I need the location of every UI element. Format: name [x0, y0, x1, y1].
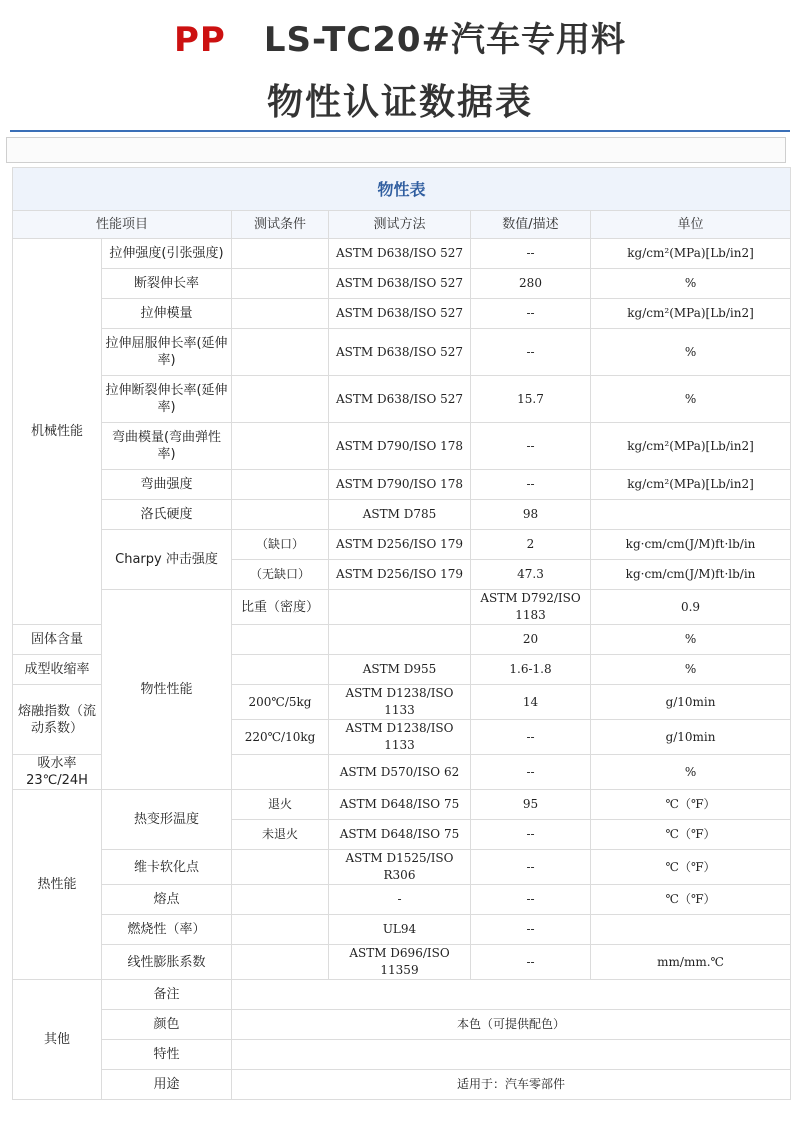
property-value: 47.3 [471, 560, 591, 590]
property-value: 95 [471, 790, 591, 820]
property-name: 拉伸屈服伸长率(延伸率) [102, 329, 232, 376]
test-condition [232, 625, 329, 655]
table-row [13, 239, 791, 269]
property-value: -- [471, 329, 591, 376]
test-method: ASTM D256/ISO 179 [329, 560, 471, 590]
property-name: 燃烧性（率） [102, 915, 232, 945]
table-row [13, 885, 791, 915]
property-name: 拉伸模量 [102, 299, 232, 329]
header-unit: 单位 [591, 211, 791, 239]
property-value: -- [471, 423, 591, 470]
table-row [13, 915, 791, 945]
property-value: 280 [471, 269, 591, 299]
info-bar [6, 137, 786, 163]
test-method: UL94 [329, 915, 471, 945]
property-value: -- [471, 720, 591, 755]
property-value: 20 [471, 625, 591, 655]
property-unit: ℃（℉） [591, 790, 791, 820]
property-value: 1.6-1.8 [471, 655, 591, 685]
document-title [0, 12, 800, 61]
property-name: 维卡软化点 [102, 850, 232, 885]
product-name: LS-TC20#汽车专用料 [263, 20, 627, 60]
test-method [329, 625, 471, 655]
test-method: ASTM D696/ISO 11359 [329, 945, 471, 980]
test-method: ASTM D648/ISO 75 [329, 790, 471, 820]
property-unit: % [591, 376, 791, 423]
test-condition: 200℃/5kg [232, 685, 329, 720]
property-value: 15.7 [471, 376, 591, 423]
test-method: ASTM D790/ISO 178 [329, 423, 471, 470]
test-condition [232, 500, 329, 530]
property-unit: mm/mm.℃ [591, 945, 791, 980]
property-unit: % [591, 655, 791, 685]
property-name: 洛氏硬度 [102, 500, 232, 530]
property-name: 熔融指数（流动系数） [13, 685, 102, 755]
property-value: -- [471, 850, 591, 885]
property-unit: ℃（℉） [591, 885, 791, 915]
table-row [13, 1010, 791, 1040]
test-condition [232, 945, 329, 980]
property-value: -- [471, 470, 591, 500]
property-name: 熔点 [102, 885, 232, 915]
property-name: 弯曲强度 [102, 470, 232, 500]
header-property: 性能项目 [13, 211, 232, 239]
header-condition: 测试条件 [232, 211, 329, 239]
document-subtitle: 物性认证数据表 [266, 82, 533, 123]
property-value: -- [471, 885, 591, 915]
test-method: ASTM D648/ISO 75 [329, 820, 471, 850]
test-condition [232, 329, 329, 376]
test-condition [329, 590, 471, 625]
property-name: 拉伸断裂伸长率(延伸率) [102, 376, 232, 423]
test-method: ASTM D638/ISO 527 [329, 376, 471, 423]
table-row [13, 850, 791, 885]
property-description: 本色（可提供配色） [232, 1010, 791, 1040]
table-row [13, 530, 791, 560]
property-name: 断裂伸长率 [102, 269, 232, 299]
property-value: 2 [471, 530, 591, 560]
property-unit: % [591, 755, 791, 790]
table-row [13, 1040, 791, 1070]
test-method: ASTM D790/ISO 178 [329, 470, 471, 500]
test-method: ASTM D955 [329, 655, 471, 685]
property-name: 成型收缩率 [13, 655, 102, 685]
property-unit: kg/cm²(MPa)[Lb/in2] [591, 470, 791, 500]
table-row [13, 470, 791, 500]
category-other: 其他 [13, 980, 102, 1100]
property-value: -- [471, 820, 591, 850]
property-unit: % [591, 625, 791, 655]
test-method: ASTM D638/ISO 527 [329, 239, 471, 269]
table-row [13, 1070, 791, 1100]
category-mechanical: 机械性能 [13, 239, 102, 625]
property-value: 98 [471, 500, 591, 530]
table-row [13, 376, 791, 423]
test-method: ASTM D638/ISO 527 [329, 269, 471, 299]
property-name: 弯曲模量(弯曲弹性率) [102, 423, 232, 470]
property-unit: % [591, 269, 791, 299]
table-row [13, 269, 791, 299]
test-condition [232, 655, 329, 685]
property-unit: kg/cm²(MPa)[Lb/in2] [591, 239, 791, 269]
property-description [232, 980, 791, 1010]
property-unit: kg/cm²(MPa)[Lb/in2] [591, 299, 791, 329]
test-condition [232, 376, 329, 423]
property-unit: g/10min [591, 685, 791, 720]
test-condition [232, 885, 329, 915]
test-method: ASTM D1525/ISO R306 [329, 850, 471, 885]
property-name: 特性 [102, 1040, 232, 1070]
property-unit: kg·cm/cm(J/M)ft·lb/in [591, 530, 791, 560]
category-thermal: 热性能 [13, 790, 102, 980]
property-unit [591, 500, 791, 530]
property-name: 颜色 [102, 1010, 232, 1040]
property-name: 拉伸强度(引张强度) [102, 239, 232, 269]
table-row [13, 423, 791, 470]
test-condition [232, 470, 329, 500]
property-unit: % [591, 329, 791, 376]
property-unit: kg/cm²(MPa)[Lb/in2] [591, 423, 791, 470]
property-name: 比重（密度） [232, 590, 329, 625]
property-name: 用途 [102, 1070, 232, 1100]
table-row [13, 980, 791, 1010]
title-divider [10, 130, 790, 132]
test-condition [232, 755, 329, 790]
property-description [232, 1040, 791, 1070]
property-unit [591, 915, 791, 945]
table-row [13, 790, 791, 820]
test-condition [232, 915, 329, 945]
test-condition [232, 269, 329, 299]
property-description: 适用于：汽车零部件 [232, 1070, 791, 1100]
test-condition [232, 299, 329, 329]
category-physical: 物性性能 [102, 590, 232, 790]
property-value: 14 [471, 685, 591, 720]
property-name: Charpy 冲击强度 [102, 530, 232, 590]
test-condition: （无缺口） [232, 560, 329, 590]
header-method: 测试方法 [329, 211, 471, 239]
property-value: -- [471, 945, 591, 980]
property-name: 备注 [102, 980, 232, 1010]
property-value: -- [471, 755, 591, 790]
test-condition: 220℃/10kg [232, 720, 329, 755]
property-value: -- [471, 299, 591, 329]
test-method: ASTM D256/ISO 179 [329, 530, 471, 560]
table-row [13, 329, 791, 376]
test-method: ASTM D792/ISO 1183 [471, 590, 591, 625]
property-unit: ℃（℉） [591, 820, 791, 850]
test-condition: （缺口） [232, 530, 329, 560]
test-method: - [329, 885, 471, 915]
property-unit: ℃（℉） [591, 850, 791, 885]
test-condition [232, 850, 329, 885]
test-condition: 未退火 [232, 820, 329, 850]
table-row [13, 590, 791, 625]
test-method: ASTM D1238/ISO 1133 [329, 720, 471, 755]
property-value: -- [471, 239, 591, 269]
properties-table [12, 167, 791, 1100]
table-caption: 物性表 [13, 168, 791, 211]
brand-label: PP [173, 20, 226, 60]
property-name: 吸水率 23℃/24H [13, 755, 102, 790]
test-condition [232, 423, 329, 470]
table-row [13, 945, 791, 980]
property-value: 0.9 [591, 590, 791, 625]
test-method: ASTM D570/ISO 62 [329, 755, 471, 790]
test-method: ASTM D638/ISO 527 [329, 299, 471, 329]
property-unit: kg·cm/cm(J/M)ft·lb/in [591, 560, 791, 590]
test-method: ASTM D638/ISO 527 [329, 329, 471, 376]
property-name: 固体含量 [13, 625, 102, 655]
header-value: 数值/描述 [471, 211, 591, 239]
property-value: -- [471, 915, 591, 945]
property-name: 热变形温度 [102, 790, 232, 850]
table-row [13, 299, 791, 329]
test-method: ASTM D785 [329, 500, 471, 530]
test-condition [232, 239, 329, 269]
test-method: ASTM D1238/ISO 1133 [329, 685, 471, 720]
test-condition: 退火 [232, 790, 329, 820]
property-name: 线性膨胀系数 [102, 945, 232, 980]
table-row [13, 500, 791, 530]
property-unit: g/10min [591, 720, 791, 755]
